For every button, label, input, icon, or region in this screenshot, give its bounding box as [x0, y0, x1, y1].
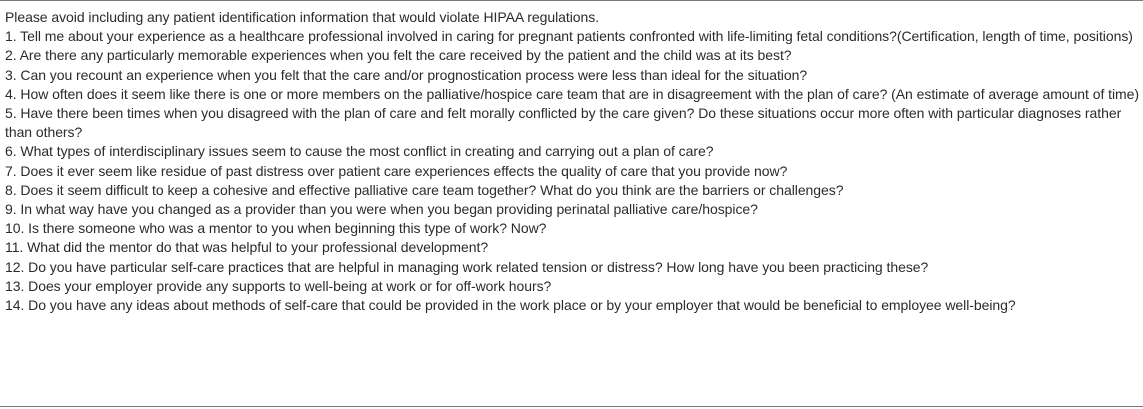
- table-bottom-rule: [0, 406, 1143, 407]
- question-item: 4. How often does it seem like there is one or more members on the palliative/hospice care team that are in disagreement with the plan of care? (An estimate of average amount of time): [5, 85, 1139, 102]
- table-cell: [5, 8, 1139, 315]
- question-item: 13. Does your employer provide any supports to well-being at work or for off-work hours?: [5, 277, 552, 294]
- question-item: 9. In what way have you changed as a provider than you were when you began providing perinatal palliative care/hospice?: [5, 201, 758, 218]
- question-item: 12. Do you have particular self-care practices that are helpful in managing work related tension or distress? How long have you been practicing these?: [5, 258, 929, 275]
- question-item: 6. What types of interdisciplinary issues seem to cause the most conflict in creating and carrying out a plan of care?: [5, 143, 714, 160]
- table-top-rule: [0, 0, 1143, 1]
- question-item: 5. Have there been times when you disagreed with the plan of care and felt morally conflicted by the care given? Do these situations occur more often with particular diagnoses rather than others?: [5, 105, 1122, 141]
- question-item: 2. Are there any particularly memorable experiences when you felt the care received by the patient and the child was at its best?: [5, 47, 792, 64]
- question-item: 7. Does it ever seem like residue of past distress over patient care experiences effects the quality of care that you provide now?: [5, 162, 788, 179]
- question-item: 1. Tell me about your experience as a healthcare professional involved in caring for pregnant patients confronted with life-limiting fetal conditions?(Certification, length of time, positions): [5, 28, 1133, 45]
- question-item: 11. What did the mentor do that was helpful to your professional development?: [5, 239, 489, 256]
- question-item: 14. Do you have any ideas about methods of self-care that could be provided in the work place or by your employer that would be beneficial to employee well-being?: [5, 297, 1016, 314]
- question-item: 3. Can you recount an experience when you felt that the care and/or prognostication process were less than ideal for the situation?: [5, 66, 808, 83]
- intro-note: Please avoid including any patient identification information that would violate HIPAA regulations.: [5, 9, 600, 25]
- question-item: 8. Does it seem difficult to keep a cohesive and effective palliative care team together? What do you think are the barriers or challenges?: [5, 181, 844, 198]
- question-item: 10. Is there someone who was a mentor to you when beginning this type of work? Now?: [5, 220, 547, 237]
